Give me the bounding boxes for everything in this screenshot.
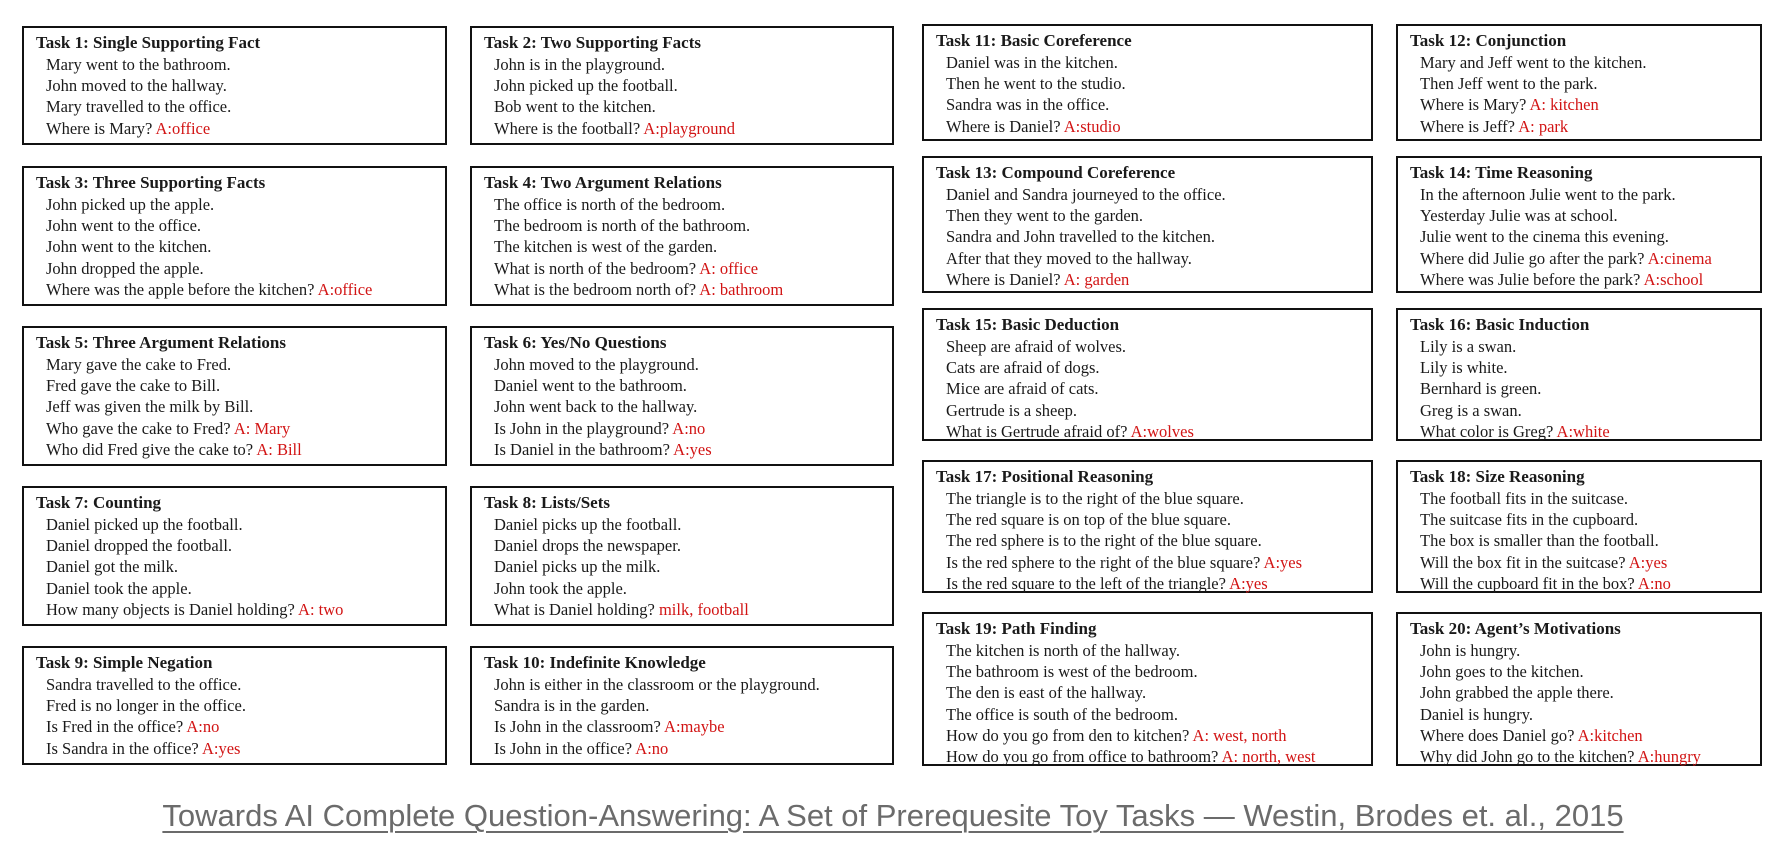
line-text: Who gave the cake to Fred? bbox=[46, 418, 234, 438]
question-line bbox=[46, 599, 435, 620]
task-lines bbox=[1410, 336, 1750, 442]
line-text: Sandra travelled to the office. bbox=[46, 675, 242, 694]
line-text: Mary gave the cake to Fred. bbox=[46, 355, 232, 374]
task-box-2 bbox=[470, 26, 894, 145]
statement-line bbox=[1420, 530, 1750, 551]
statement-line bbox=[946, 682, 1361, 703]
statement-line bbox=[46, 75, 435, 96]
task-title: Task 14: Time Reasoning bbox=[1410, 163, 1593, 182]
line-text: Where is Jeff? bbox=[1420, 116, 1519, 136]
statement-line bbox=[46, 674, 435, 695]
line-text: Then Jeff went to the park. bbox=[1420, 74, 1598, 94]
statement-line bbox=[46, 535, 435, 556]
line-text: In the afternoon Julie went to the park. bbox=[1420, 185, 1676, 204]
statement-line bbox=[46, 96, 435, 117]
answer-text: A:studio bbox=[1063, 116, 1121, 136]
task-title: Task 11: Basic Coreference bbox=[936, 31, 1132, 50]
statement-line bbox=[1420, 357, 1750, 378]
line-text: Will the cupboard fit in the box? bbox=[1420, 573, 1638, 593]
line-text: John went to the kitchen. bbox=[46, 237, 212, 257]
line-text: Where is Daniel? bbox=[946, 269, 1064, 289]
task-box-18 bbox=[1396, 460, 1762, 593]
line-text: Where is Mary? bbox=[46, 118, 156, 138]
task-box-3 bbox=[22, 166, 447, 306]
answer-text: A:school bbox=[1643, 269, 1704, 289]
statement-line bbox=[1420, 205, 1750, 226]
line-text: John is in the playground. bbox=[494, 55, 665, 74]
answer-text: A:yes bbox=[1263, 552, 1303, 572]
statement-line bbox=[494, 75, 882, 96]
line-text: The office is south of the bedroom. bbox=[946, 704, 1179, 724]
task-box-16 bbox=[1396, 308, 1762, 441]
answer-text: A:yes bbox=[201, 738, 241, 758]
statement-line bbox=[46, 556, 435, 577]
line-text: How do you go from office to bathroom? bbox=[946, 747, 1222, 767]
line-text: John goes to the kitchen. bbox=[1420, 662, 1584, 682]
statement-line bbox=[1420, 52, 1750, 73]
statement-line bbox=[946, 52, 1361, 73]
statement-line bbox=[946, 226, 1361, 247]
line-text: Is the red square to the left of the triangle? bbox=[946, 573, 1230, 593]
line-text: The triangle is to the right of the blue square. bbox=[946, 489, 1244, 508]
task-lines bbox=[1410, 488, 1750, 594]
question-line bbox=[1420, 248, 1750, 269]
question-line bbox=[494, 439, 882, 460]
task-title: Task 7: Counting bbox=[36, 493, 162, 512]
statement-line bbox=[946, 530, 1361, 551]
answer-text: A:no bbox=[672, 418, 706, 438]
task-lines bbox=[484, 354, 882, 460]
line-text: After that they moved to the hallway. bbox=[946, 248, 1192, 268]
statement-line bbox=[1420, 378, 1750, 399]
statement-line bbox=[46, 354, 435, 375]
task-box-6 bbox=[470, 326, 894, 466]
line-text: John moved to the hallway. bbox=[46, 76, 227, 96]
line-text: Then he went to the studio. bbox=[946, 74, 1126, 94]
line-text: The kitchen is north of the hallway. bbox=[946, 641, 1180, 660]
statement-line bbox=[946, 357, 1361, 378]
statement-line bbox=[946, 378, 1361, 399]
statement-line bbox=[494, 354, 882, 375]
line-text: Daniel picked up the football. bbox=[46, 515, 243, 534]
statement-line bbox=[1420, 509, 1750, 530]
statement-line bbox=[46, 514, 435, 535]
statement-line bbox=[1420, 73, 1750, 94]
statement-line bbox=[46, 215, 435, 236]
line-text: John moved to the playground. bbox=[494, 355, 699, 374]
line-text: John is hungry. bbox=[1420, 641, 1521, 660]
line-text: Daniel is hungry. bbox=[1420, 704, 1534, 724]
statement-line bbox=[494, 674, 882, 695]
line-text: John picked up the apple. bbox=[46, 195, 215, 214]
task-lines bbox=[484, 674, 882, 759]
statement-line bbox=[1420, 184, 1750, 205]
task-title: Task 4: Two Argument Relations bbox=[484, 173, 722, 192]
task-lines bbox=[936, 184, 1361, 290]
answer-text: A: Mary bbox=[233, 418, 291, 438]
question-line bbox=[1420, 116, 1750, 137]
answer-text: A: Bill bbox=[256, 439, 302, 459]
answer-text: A: bathroom bbox=[699, 279, 784, 299]
question-line bbox=[46, 279, 435, 300]
line-text: Where did Julie go after the park? bbox=[1420, 248, 1648, 268]
answer-text: A: kitchen bbox=[1529, 95, 1599, 115]
line-text: Daniel got the milk. bbox=[46, 557, 178, 577]
statement-line bbox=[494, 695, 882, 716]
task-lines bbox=[36, 54, 435, 139]
task-box-17 bbox=[922, 460, 1373, 593]
statement-line bbox=[46, 695, 435, 716]
answer-text: A: north, west bbox=[1221, 747, 1316, 767]
line-text: Sandra is in the garden. bbox=[494, 696, 650, 716]
line-text: John is either in the classroom or the playground. bbox=[494, 675, 820, 694]
statement-line bbox=[946, 640, 1361, 661]
line-text: The box is smaller than the football. bbox=[1420, 531, 1659, 551]
statement-line bbox=[494, 396, 882, 417]
statement-line bbox=[46, 258, 435, 279]
line-text: Daniel picks up the football. bbox=[494, 515, 682, 534]
line-text: John dropped the apple. bbox=[46, 258, 204, 278]
question-line bbox=[494, 418, 882, 439]
question-line bbox=[46, 738, 435, 759]
task-lines bbox=[36, 674, 435, 759]
task-title: Task 12: Conjunction bbox=[1410, 31, 1567, 50]
statement-line bbox=[1420, 682, 1750, 703]
task-lines bbox=[484, 194, 882, 300]
statement-line bbox=[946, 488, 1361, 509]
answer-text: A:yes bbox=[1229, 573, 1268, 593]
line-text: Sandra and John travelled to the kitchen. bbox=[946, 227, 1215, 247]
question-line bbox=[1420, 725, 1750, 746]
statement-line bbox=[46, 375, 435, 396]
answer-text: A:wolves bbox=[1130, 421, 1194, 441]
task-title: Task 1: Single Supporting Fact bbox=[36, 33, 261, 52]
task-box-19 bbox=[922, 612, 1373, 766]
line-text: Mary went to the bathroom. bbox=[46, 55, 231, 74]
task-box-1 bbox=[22, 26, 447, 145]
line-text: Bernhard is green. bbox=[1420, 379, 1542, 399]
line-text: What is Daniel holding? bbox=[494, 599, 659, 619]
answer-text: A:yes bbox=[673, 439, 712, 459]
line-text: Fred is no longer in the office. bbox=[46, 696, 246, 716]
question-line bbox=[946, 573, 1361, 594]
line-text: Fred gave the cake to Bill. bbox=[46, 376, 221, 396]
task-lines bbox=[484, 514, 882, 620]
line-text: Where is the football? bbox=[494, 118, 644, 138]
question-line bbox=[946, 746, 1361, 767]
question-line bbox=[1420, 421, 1750, 442]
task-title: Task 19: Path Finding bbox=[936, 619, 1097, 638]
answer-text: A:no bbox=[635, 738, 669, 758]
task-lines bbox=[936, 52, 1361, 137]
task-title: Task 16: Basic Induction bbox=[1410, 315, 1590, 334]
line-text: John went back to the hallway. bbox=[494, 397, 698, 417]
line-text: Daniel dropped the football. bbox=[46, 536, 233, 556]
answer-text: A: two bbox=[298, 599, 344, 619]
task-box-4 bbox=[470, 166, 894, 306]
task-lines bbox=[36, 514, 435, 620]
statement-line bbox=[46, 194, 435, 215]
question-line bbox=[46, 418, 435, 439]
question-line bbox=[1420, 269, 1750, 290]
answer-text: A:cinema bbox=[1647, 248, 1712, 268]
task-title: Task 20: Agent’s Motivations bbox=[1410, 619, 1621, 638]
line-text: John went to the office. bbox=[46, 216, 202, 236]
statement-line bbox=[494, 54, 882, 75]
statement-line bbox=[946, 661, 1361, 682]
task-box-15 bbox=[922, 308, 1373, 441]
question-line bbox=[946, 116, 1361, 137]
statement-line bbox=[946, 509, 1361, 530]
answer-text: milk, football bbox=[658, 599, 749, 619]
statement-line bbox=[494, 514, 882, 535]
statement-line bbox=[494, 236, 882, 257]
answer-text: A: park bbox=[1518, 116, 1569, 136]
question-line bbox=[494, 258, 882, 279]
line-text: Is Fred in the office? bbox=[46, 717, 187, 737]
task-box-9 bbox=[22, 646, 447, 765]
task-title: Task 9: Simple Negation bbox=[36, 653, 213, 672]
statement-line bbox=[494, 96, 882, 117]
question-line bbox=[1420, 573, 1750, 594]
line-text: Where is Mary? bbox=[1420, 95, 1530, 115]
line-text: Gertrude is a sheep. bbox=[946, 400, 1078, 420]
question-line bbox=[46, 439, 435, 460]
statement-line bbox=[494, 375, 882, 396]
answer-text: A:playground bbox=[643, 118, 736, 138]
statement-line bbox=[494, 194, 882, 215]
task-lines bbox=[936, 336, 1361, 442]
line-text: John took the apple. bbox=[494, 578, 627, 598]
line-text: Daniel took the apple. bbox=[46, 578, 192, 598]
line-text: How do you go from den to kitchen? bbox=[946, 725, 1193, 745]
line-text: The kitchen is west of the garden. bbox=[494, 237, 718, 257]
task-lines bbox=[36, 354, 435, 460]
question-line bbox=[494, 599, 882, 620]
answer-text: A:yes bbox=[1628, 552, 1668, 572]
task-title: Task 6: Yes/No Questions bbox=[484, 333, 667, 352]
answer-text: A:kitchen bbox=[1577, 725, 1643, 745]
question-line bbox=[946, 269, 1361, 290]
line-text: What color is Greg? bbox=[1420, 421, 1557, 441]
line-text: Lily is white. bbox=[1420, 358, 1508, 378]
question-line bbox=[1420, 746, 1750, 767]
line-text: How many objects is Daniel holding? bbox=[46, 599, 299, 619]
question-line bbox=[1420, 94, 1750, 115]
question-line bbox=[946, 725, 1361, 746]
task-lines bbox=[936, 640, 1361, 767]
line-text: The den is east of the hallway. bbox=[946, 683, 1147, 703]
task-lines bbox=[936, 488, 1361, 594]
statement-line bbox=[946, 704, 1361, 725]
line-text: Cats are afraid of dogs. bbox=[946, 358, 1100, 378]
line-text: Is Sandra in the office? bbox=[46, 738, 202, 758]
task-title: Task 3: Three Supporting Facts bbox=[36, 173, 266, 192]
statement-line bbox=[46, 236, 435, 257]
line-text: Where was the apple before the kitchen? bbox=[46, 279, 318, 299]
statement-line bbox=[494, 535, 882, 556]
task-box-7 bbox=[22, 486, 447, 626]
line-text: Mary travelled to the office. bbox=[46, 97, 232, 117]
task-lines bbox=[1410, 184, 1750, 290]
task-title: Task 5: Three Argument Relations bbox=[36, 333, 286, 352]
line-text: Is John in the office? bbox=[494, 738, 636, 758]
line-text: Is John in the classroom? bbox=[494, 717, 665, 737]
task-title: Task 13: Compound Coreference bbox=[936, 163, 1176, 182]
task-box-14 bbox=[1396, 156, 1762, 293]
task-box-11 bbox=[922, 24, 1373, 141]
line-text: Daniel was in the kitchen. bbox=[946, 53, 1118, 72]
question-line bbox=[494, 738, 882, 759]
line-text: Is John in the playground? bbox=[494, 418, 673, 438]
line-text: John picked up the football. bbox=[494, 76, 678, 96]
question-line bbox=[946, 552, 1361, 573]
question-line bbox=[494, 716, 882, 737]
line-text: Lily is a swan. bbox=[1420, 337, 1517, 356]
statement-line bbox=[494, 556, 882, 577]
line-text: Daniel picks up the milk. bbox=[494, 557, 661, 577]
line-text: Then they went to the garden. bbox=[946, 206, 1144, 226]
task-title: Task 2: Two Supporting Facts bbox=[484, 33, 701, 52]
answer-text: A: garden bbox=[1063, 269, 1130, 289]
line-text: Daniel went to the bathroom. bbox=[494, 376, 687, 396]
line-text: Daniel and Sandra journeyed to the office. bbox=[946, 185, 1226, 204]
answer-text: A:maybe bbox=[664, 717, 725, 737]
line-text: The football fits in the suitcase. bbox=[1420, 489, 1629, 508]
task-box-12 bbox=[1396, 24, 1762, 141]
task-lines bbox=[1410, 52, 1750, 137]
figure-caption-link[interactable]: Towards AI Complete Question-Answering: A Set of Prerequesite Toy Tasks — Westin, Brodes et. al., 2015 bbox=[162, 798, 1624, 833]
question-line bbox=[946, 421, 1361, 442]
task-box-10 bbox=[470, 646, 894, 765]
line-text: Julie went to the cinema this evening. bbox=[1420, 227, 1669, 247]
task-lines bbox=[484, 54, 882, 139]
line-text: Why did John go to the kitchen? bbox=[1420, 747, 1638, 767]
line-text: Daniel drops the newspaper. bbox=[494, 536, 681, 556]
question-line bbox=[494, 279, 882, 300]
line-text: Mary and Jeff went to the kitchen. bbox=[1420, 53, 1647, 72]
line-text: Jeff was given the milk by Bill. bbox=[46, 397, 254, 417]
line-text: Who did Fred give the cake to? bbox=[46, 439, 257, 459]
line-text: Where is Daniel? bbox=[946, 116, 1064, 136]
line-text: John grabbed the apple there. bbox=[1420, 683, 1614, 703]
question-line bbox=[1420, 552, 1750, 573]
line-text: Is Daniel in the bathroom? bbox=[494, 439, 674, 459]
task-box-13 bbox=[922, 156, 1373, 293]
statement-line bbox=[494, 578, 882, 599]
answer-text: A:no bbox=[186, 717, 220, 737]
statement-line bbox=[46, 396, 435, 417]
question-line bbox=[494, 118, 882, 139]
line-text: The suitcase fits in the cupboard. bbox=[1420, 510, 1639, 530]
task-title: Task 17: Positional Reasoning bbox=[936, 467, 1154, 486]
question-line bbox=[46, 716, 435, 737]
answer-text: A:office bbox=[155, 118, 211, 138]
statement-line bbox=[1420, 226, 1750, 247]
line-text: Sheep are afraid of wolves. bbox=[946, 337, 1127, 356]
task-box-20 bbox=[1396, 612, 1762, 766]
question-line bbox=[46, 118, 435, 139]
task-title: Task 8: Lists/Sets bbox=[484, 493, 610, 512]
answer-text: A:no bbox=[1637, 573, 1671, 593]
line-text: Will the box fit in the suitcase? bbox=[1420, 552, 1629, 572]
line-text: Greg is a swan. bbox=[1420, 400, 1522, 420]
statement-line bbox=[946, 248, 1361, 269]
statement-line bbox=[946, 205, 1361, 226]
statement-line bbox=[946, 400, 1361, 421]
line-text: Bob went to the kitchen. bbox=[494, 97, 656, 117]
statement-line bbox=[946, 184, 1361, 205]
line-text: The red sphere is to the right of the blue square. bbox=[946, 531, 1262, 551]
line-text: Is the red sphere to the right of the blue square? bbox=[946, 552, 1264, 572]
statement-line bbox=[1420, 704, 1750, 725]
answer-text: A:hungry bbox=[1637, 747, 1701, 767]
task-title: Task 15: Basic Deduction bbox=[936, 315, 1120, 334]
line-text: The bedroom is north of the bathroom. bbox=[494, 216, 751, 236]
task-title: Task 18: Size Reasoning bbox=[1410, 467, 1585, 486]
line-text: Mice are afraid of cats. bbox=[946, 379, 1099, 399]
line-text: What is the bedroom north of? bbox=[494, 279, 700, 299]
line-text: Where does Daniel go? bbox=[1420, 725, 1578, 745]
statement-line bbox=[946, 336, 1361, 357]
line-text: The office is north of the bedroom. bbox=[494, 195, 726, 214]
answer-text: A: west, north bbox=[1192, 725, 1287, 745]
task-lines bbox=[36, 194, 435, 300]
statement-line bbox=[946, 73, 1361, 94]
task-lines bbox=[1410, 640, 1750, 767]
statement-line bbox=[494, 215, 882, 236]
line-text: Sandra was in the office. bbox=[946, 95, 1110, 115]
statement-line bbox=[946, 94, 1361, 115]
task-box-5 bbox=[22, 326, 447, 466]
statement-line bbox=[1420, 488, 1750, 509]
statement-line bbox=[1420, 336, 1750, 357]
line-text: What is north of the bedroom? bbox=[494, 258, 700, 278]
line-text: The bathroom is west of the bedroom. bbox=[946, 662, 1198, 682]
statement-line bbox=[1420, 400, 1750, 421]
statement-line bbox=[46, 54, 435, 75]
answer-text: A: office bbox=[699, 258, 759, 278]
line-text: The red square is on top of the blue square. bbox=[946, 510, 1231, 530]
answer-text: A:white bbox=[1556, 421, 1610, 441]
statement-line bbox=[46, 578, 435, 599]
task-title: Task 10: Indefinite Knowledge bbox=[484, 653, 706, 672]
answer-text: A:office bbox=[317, 279, 373, 299]
statement-line bbox=[1420, 640, 1750, 661]
line-text: Where was Julie before the park? bbox=[1420, 269, 1644, 289]
task-box-8 bbox=[470, 486, 894, 626]
line-text: Yesterday Julie was at school. bbox=[1420, 206, 1618, 226]
statement-line bbox=[1420, 661, 1750, 682]
line-text: What is Gertrude afraid of? bbox=[946, 421, 1131, 441]
